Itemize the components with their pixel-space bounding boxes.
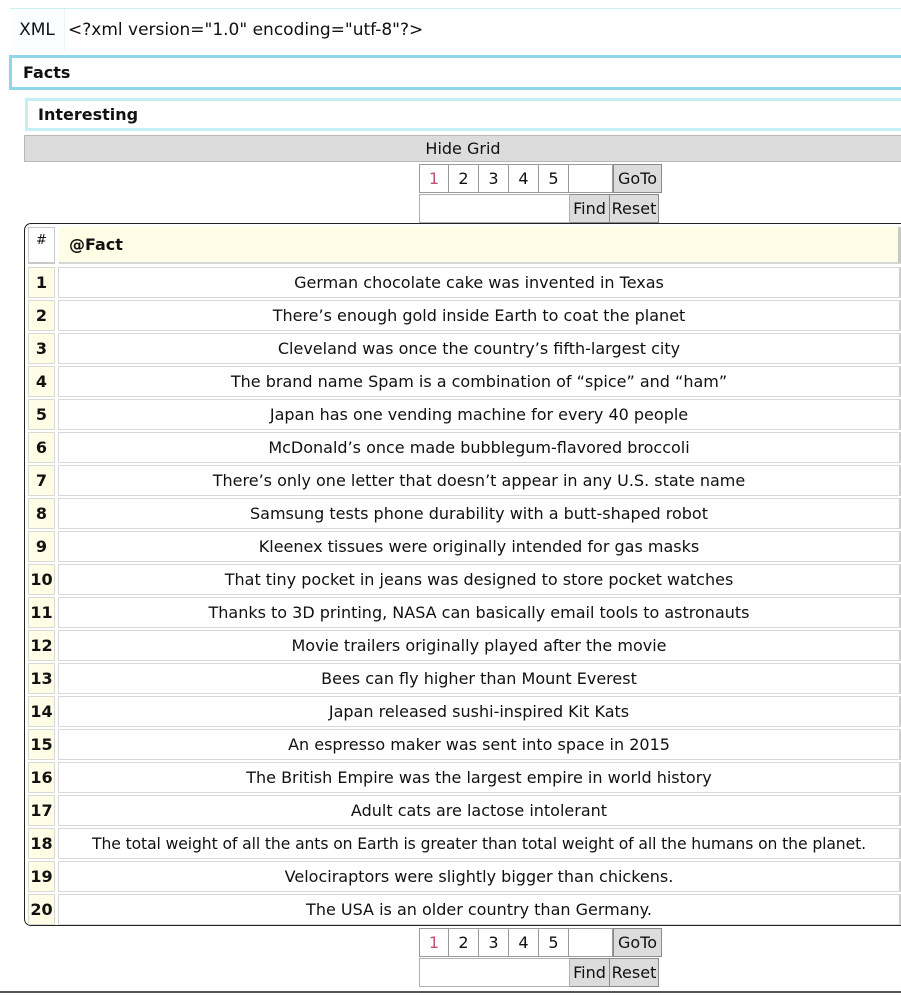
bottom-divider	[0, 991, 901, 993]
row-number[interactable]: 18	[28, 828, 55, 859]
page-button-3[interactable]: 3	[479, 164, 509, 193]
pager-pages	[419, 164, 662, 193]
pager-pages-bottom	[419, 928, 662, 957]
pager-top	[419, 164, 662, 224]
fact-cell[interactable]: The British Empire was the largest empire in world history	[58, 762, 901, 793]
row-number[interactable]: 8	[28, 498, 55, 529]
table-row	[28, 827, 901, 860]
row-number[interactable]: 19	[28, 861, 55, 892]
table-row	[28, 794, 901, 827]
page-button-2[interactable]: 2	[449, 164, 479, 193]
fact-cell[interactable]: Velociraptors were slightly bigger than chickens.	[58, 861, 901, 892]
table-row	[28, 398, 901, 431]
page-button-3-bottom[interactable]: 3	[479, 928, 509, 957]
table-row	[28, 266, 901, 299]
fact-cell[interactable]: Bees can fly higher than Mount Everest	[58, 663, 901, 694]
row-number[interactable]: 13	[28, 663, 55, 694]
row-number[interactable]: 1	[28, 267, 55, 298]
grid-rows	[28, 266, 901, 926]
table-row	[28, 563, 901, 596]
xml-declaration-bar	[10, 8, 901, 51]
table-row	[28, 695, 901, 728]
table-row	[28, 761, 901, 794]
fact-cell[interactable]: Cleveland was once the country’s fifth-largest city	[58, 333, 901, 364]
page-button-5[interactable]: 5	[539, 164, 569, 193]
row-number[interactable]: 10	[28, 564, 55, 595]
table-row	[28, 629, 901, 662]
table-row	[28, 332, 901, 365]
row-number[interactable]: 7	[28, 465, 55, 496]
page-button-4-bottom[interactable]: 4	[509, 928, 539, 957]
row-number[interactable]: 3	[28, 333, 55, 364]
table-row	[28, 299, 901, 332]
xml-label: XML	[10, 9, 65, 51]
table-row	[28, 728, 901, 761]
page-button-2-bottom[interactable]: 2	[449, 928, 479, 957]
row-number[interactable]: 12	[28, 630, 55, 661]
xml-declaration: <?xml version="1.0" encoding="utf-8"?>	[68, 20, 424, 40]
table-row	[28, 662, 901, 695]
goto-button[interactable]: GoTo	[613, 164, 662, 193]
page-button-1[interactable]: 1	[419, 164, 449, 193]
reset-button[interactable]: Reset	[610, 194, 659, 223]
row-number[interactable]: 20	[28, 894, 55, 925]
fact-cell[interactable]: German chocolate cake was invented in Texas	[58, 267, 901, 298]
row-number[interactable]: 4	[28, 366, 55, 397]
column-header-fact[interactable]: @Fact	[59, 227, 901, 264]
table-row	[28, 530, 901, 563]
row-number[interactable]: 16	[28, 762, 55, 793]
table-row	[28, 497, 901, 530]
reset-button-bottom[interactable]: Reset	[610, 958, 659, 987]
element-facts[interactable]: Facts	[9, 55, 901, 90]
pager-bottom	[419, 928, 662, 988]
page-button-1-bottom[interactable]: 1	[419, 928, 449, 957]
row-number[interactable]: 14	[28, 696, 55, 727]
row-number[interactable]: 9	[28, 531, 55, 562]
fact-cell[interactable]: The USA is an older country than Germany.	[58, 894, 901, 925]
fact-cell[interactable]: The brand name Spam is a combination of “spice” and “ham”	[58, 366, 901, 397]
find-button-bottom[interactable]: Find	[570, 958, 610, 987]
fact-cell[interactable]: An espresso maker was sent into space in 2015	[58, 729, 901, 760]
table-row	[28, 464, 901, 497]
row-number[interactable]: 17	[28, 795, 55, 826]
table-row	[28, 860, 901, 893]
fact-cell[interactable]: Japan released sushi-inspired Kit Kats	[58, 696, 901, 727]
goto-input-bottom[interactable]	[569, 928, 613, 957]
hide-grid-button[interactable]: Hide Grid	[24, 135, 901, 162]
fact-cell[interactable]: Samsung tests phone durability with a butt-shaped robot	[58, 498, 901, 529]
element-interesting[interactable]: Interesting	[25, 98, 901, 131]
data-grid	[24, 223, 901, 926]
row-number[interactable]: 6	[28, 432, 55, 463]
page-button-5-bottom[interactable]: 5	[539, 928, 569, 957]
find-button[interactable]: Find	[570, 194, 610, 223]
row-number[interactable]: 5	[28, 399, 55, 430]
goto-button-bottom[interactable]: GoTo	[613, 928, 662, 957]
find-input[interactable]	[419, 194, 570, 223]
fact-cell[interactable]: That tiny pocket in jeans was designed to store pocket watches	[58, 564, 901, 595]
grid-header	[28, 227, 901, 264]
find-input-bottom[interactable]	[419, 958, 570, 987]
goto-input[interactable]	[569, 164, 613, 193]
row-number[interactable]: 2	[28, 300, 55, 331]
fact-cell[interactable]: Japan has one vending machine for every 40 people	[58, 399, 901, 430]
pager-find-bottom	[419, 958, 659, 987]
row-number[interactable]: 15	[28, 729, 55, 760]
table-row	[28, 365, 901, 398]
row-number[interactable]: 11	[28, 597, 55, 628]
fact-cell[interactable]: Thanks to 3D printing, NASA can basically email tools to astronauts	[58, 597, 901, 628]
fact-cell[interactable]: Adult cats are lactose intolerant	[58, 795, 901, 826]
fact-cell[interactable]: McDonald’s once made bubblegum-flavored broccoli	[58, 432, 901, 463]
page-button-4[interactable]: 4	[509, 164, 539, 193]
table-row	[28, 431, 901, 464]
fact-cell[interactable]: Kleenex tissues were originally intended for gas masks	[58, 531, 901, 562]
fact-cell[interactable]: The total weight of all the ants on Earth is greater than total weight of all the humans on the planet.	[58, 828, 901, 859]
table-row	[28, 596, 901, 629]
table-row	[28, 893, 901, 926]
fact-cell[interactable]: There’s enough gold inside Earth to coat the planet	[58, 300, 901, 331]
fact-cell[interactable]: Movie trailers originally played after the movie	[58, 630, 901, 661]
fact-cell[interactable]: There’s only one letter that doesn’t appear in any U.S. state name	[58, 465, 901, 496]
pager-find	[419, 194, 659, 223]
row-number-header[interactable]: #	[28, 227, 55, 264]
